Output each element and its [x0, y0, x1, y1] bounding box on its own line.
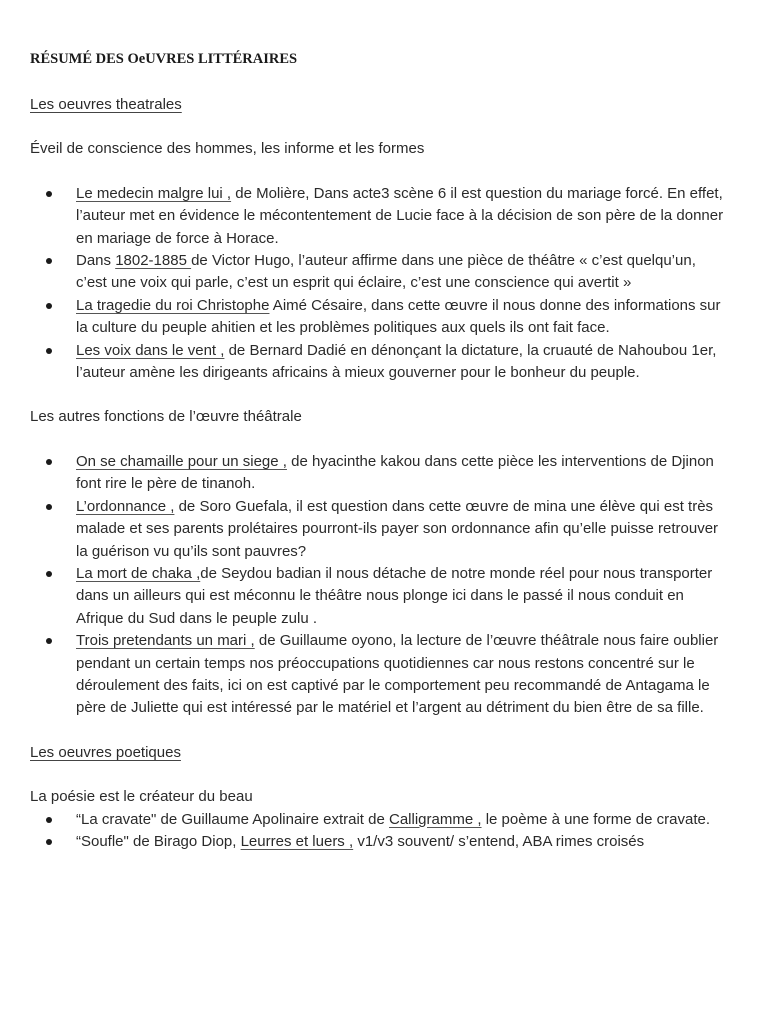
- item-text: de Victor Hugo, l’auteur affirme dans une pièce de théâtre « c’est quelqu’un, c’est une voix qui parle, c’est un esprit qui éclaire, c’est une conscience qui avertit »: [76, 252, 696, 292]
- work-title: Calligramme ,: [389, 810, 482, 828]
- list-item: [30, 340, 730, 385]
- item-text: le poème à une forme de cravate.: [481, 810, 710, 828]
- bullet-list: [30, 183, 730, 385]
- bullet-icon: [46, 817, 52, 823]
- item-text: de Bernard Dadié en dénonçant la dictature, la cruauté de Nahoubou 1er, l’auteur amène les dirigeants africains à mieux gouverner pour le bonheur du peuple.: [76, 341, 717, 382]
- section-heading-poetry: [30, 742, 730, 764]
- section-heading-text: Les oeuvres poetiques: [30, 743, 181, 761]
- work-title: Le medecin malgre lui ,: [76, 184, 232, 202]
- list-item: [30, 183, 730, 250]
- item-text: Aimé Césaire, dans cette œuvre il nous donne des informations sur la culture du peuple ahitien et les problèmes politiques aux quels ils ont fait face.: [76, 296, 721, 337]
- bullet-icon: [46, 839, 52, 845]
- bullet-icon: [46, 303, 52, 309]
- bullet-icon: [46, 638, 52, 644]
- bullet-icon: [46, 258, 52, 264]
- work-title: 1802-1885: [115, 252, 192, 270]
- section-heading-functions: Les autres fonctions de l’œuvre théâtrale: [30, 408, 302, 426]
- list-item: [30, 809, 730, 831]
- work-title: L’ordonnance ,: [76, 497, 175, 515]
- work-title: Les voix dans le vent ,: [76, 341, 225, 359]
- item-prefix: Dans: [76, 252, 116, 270]
- item-text: de Molière, Dans acte3 scène 6 il est question du mariage forcé. En effet, l’auteur met en évidence le mécontentement de Lucie face à la décision de son père de la donner en mariage de force à Horace.: [76, 184, 724, 247]
- list-item: [30, 295, 730, 340]
- bullet-icon: [46, 571, 52, 577]
- work-title: Leurres et luers ,: [240, 832, 354, 850]
- item-text: v1/v3 souvent/ s’entend, ABA rimes croisés: [353, 832, 645, 850]
- section-intro: La poésie est le créateur du beau: [30, 788, 253, 806]
- section-intro: Éveil de conscience des hommes, les informe et les formes: [30, 140, 425, 158]
- list-item: [30, 630, 730, 720]
- bullet-icon: [46, 459, 52, 465]
- bullet-icon: [46, 504, 52, 510]
- item-prefix: “Soufle" de Birago Diop,: [76, 832, 241, 850]
- bullet-icon: [46, 191, 52, 197]
- bullet-list: [30, 809, 730, 854]
- work-title: Trois pretendants un mari ,: [76, 632, 255, 650]
- item-text: de hyacinthe kakou dans cette pièce les interventions de Djinon font rire le père de tinanoh.: [76, 452, 714, 493]
- list-item: [30, 496, 730, 563]
- document-title: RÉSUMÉ DES OeUVRES LITTÉRAIRES: [30, 51, 298, 67]
- list-item: [30, 451, 730, 496]
- bullet-list: [30, 451, 730, 720]
- work-title: On se chamaille pour un siege ,: [76, 452, 287, 470]
- list-item: [30, 250, 730, 295]
- item-text: de Guillaume oyono, la lecture de l’œuvre théâtrale nous faire oublier pendant un certain temps nos préoccupations quotidiennes car nous restons concentré sur le déroulement des faits, ici on est captivé par le comportement peu recommandé de Antagama le père de Juliette qui est intéressé par le matériel et l’argent au détriment du bien être de sa fille.: [76, 632, 719, 717]
- list-item: [30, 563, 730, 630]
- work-title: La mort de chaka ,: [76, 564, 201, 582]
- work-title: La tragedie du roi Christophe: [76, 296, 270, 314]
- section-heading-text: Les oeuvres theatrales: [30, 96, 182, 113]
- bullet-icon: [46, 348, 52, 354]
- item-text: de Seydou badian il nous détache de notre monde réel pour nous transporter dans un ailleurs qui est méconnu le théâtre nous plonge ici dans le passé il nous conduit en Afrique du Sud dans le peuple zulu .: [76, 564, 713, 627]
- document-page: [30, 46, 730, 853]
- item-text: de Soro Guefala, il est question dans cette œuvre de mina une élève qui est très malade et ses parents prolétaires pourront-ils payer son ordonnance afin qu’elle puisse retrouver la guérison vu qu’ils sont pauvres?: [76, 497, 719, 560]
- list-item: [30, 831, 730, 853]
- item-prefix: “La cravate" de Guillaume Apolinaire extrait de: [76, 810, 389, 828]
- section-heading-theatre: [30, 94, 730, 116]
